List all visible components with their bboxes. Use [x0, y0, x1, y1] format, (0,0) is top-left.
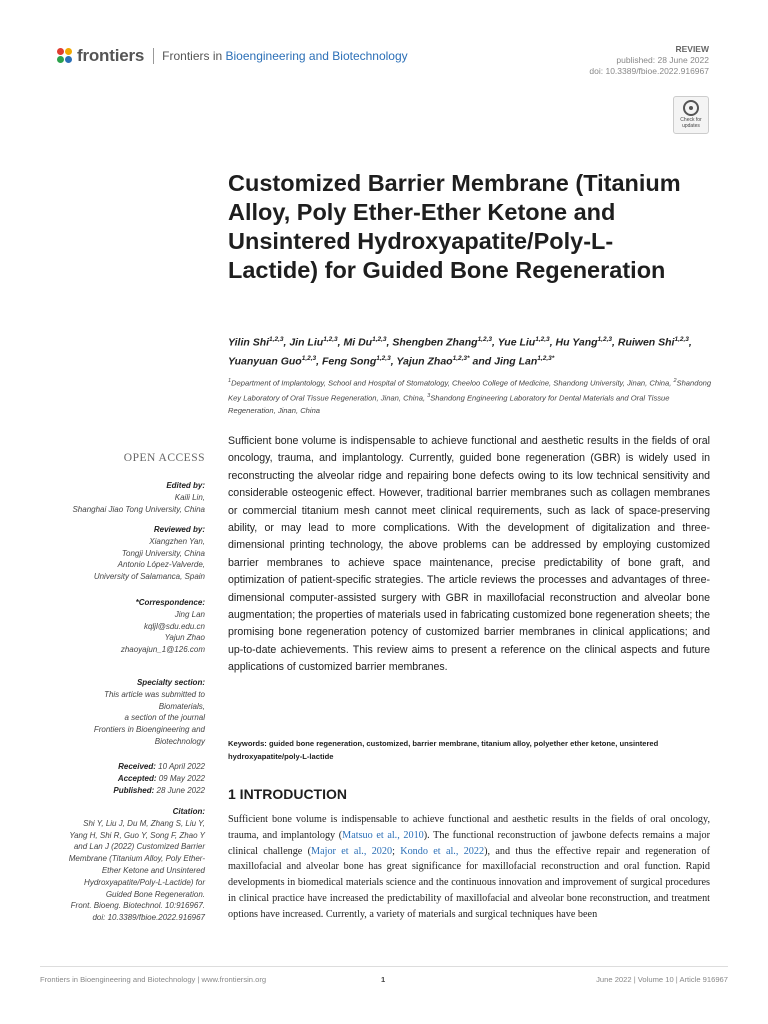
sidebar-edited-by — [40, 480, 205, 515]
author-separator: , — [492, 336, 498, 349]
author-affiliation-sup: 1,2,3 — [597, 336, 613, 343]
author-separator: , — [386, 336, 393, 349]
sidebar-line: Frontiers in Bioengineering and — [93, 725, 205, 735]
keywords-list: guided bone regeneration, customized, barrier membrane, titanium alloy, polyether ether ketone, unsintered hydroxyapatite/poly-L-lactide — [228, 739, 659, 761]
author-name[interactable]: Yilin Shi — [228, 336, 270, 349]
sidebar-line: University of Salamanca, Spain — [93, 572, 205, 582]
sidebar-line: Kaili Lin, — [174, 492, 205, 502]
author-separator: , — [316, 355, 323, 367]
author-separator: , — [688, 336, 692, 349]
specialty-label: Specialty section: — [136, 678, 205, 687]
sidebar-line: Antonio López-Valverde, — [117, 560, 205, 570]
author-separator: , — [612, 336, 618, 349]
footer-divider — [40, 966, 728, 967]
accepted-date: 09 May 2022 — [158, 773, 205, 783]
author-name[interactable]: Hu Yang — [555, 336, 598, 349]
affiliation-2-sup: 2 — [673, 378, 677, 384]
published-date: published: 28 June 2022 — [616, 55, 709, 65]
citation-list — [40, 818, 205, 924]
article-meta — [589, 44, 709, 77]
sidebar-line: a section of the journal — [124, 713, 205, 723]
abstract: Sufficient bone volume is indispensable to achieve functional and aesthetic results in the fields of oral oncology, trauma, and implantology. Currently, guided bone regeneration (GBR) is widely used in reconstructing the alveolar ridge and repairing bone defects owing to its low technical sensitivity and considerable osteogenic effect. However, traditional barrier membranes such as collagen membranes or commercial titanium mesh cannot meet clinical requirements, such as lack of space-preserving ability, or may lead to more complications. With the development of digitalization and three-dimensional printing technology, the above problems can be addressed by employing customized barrier membranes to achieve space maintenance, precise predictability of bone graft, and optimization of patient-specific strategies. The article reviews the processes and advantages of three-dimensional computer-assisted surgery with GBR in maxillofacial reconstruction and alveolar bone augmentation; the properties of materials used in fabricating customized bone regeneration sheets; the promising bone regeneration potency of customized barrier membranes in clinical applications; and up-to-date achievements. This review aims to present a reference on the clinical aspects and future applications of customized barrier membranes. — [228, 435, 710, 674]
author-affiliation-sup: 1,2,3* — [452, 354, 470, 362]
affiliations — [228, 375, 718, 417]
affiliation-2: Shandong Key Laboratory of Oral Tissue Regeneration, Jinan, China, — [228, 378, 712, 403]
reviewed-by-list — [40, 536, 205, 583]
author-separator: and — [469, 355, 495, 367]
accepted-label: Accepted: — [117, 773, 157, 783]
author-name[interactable]: Yue Liu — [497, 336, 536, 349]
author-name[interactable]: Shengben Zhang — [392, 336, 478, 349]
author-separator: , — [283, 336, 290, 349]
sidebar-dates — [40, 761, 205, 796]
sidebar-line: Shi Y, Liu J, Du M, Zhang S, Liu Y, — [83, 818, 205, 828]
journal-prefix: Frontiers in — [162, 49, 226, 63]
correspondence-label: *Correspondence: — [135, 598, 205, 607]
intro-text-2: ). The functional reconstruction of jawbone defects remains a major clinical challenge ( — [228, 829, 710, 857]
sidebar-line: doi: 10.3389/fbioe.2022.916967 — [92, 913, 205, 923]
author-name[interactable]: Feng Song — [322, 355, 377, 367]
author-affiliation-sup: 1,2,3 — [674, 336, 689, 343]
sidebar-line: Guided Bone Regeneration. — [105, 889, 205, 899]
sidebar-line: Hydroxyapatite/Poly-L-Lactide) for — [84, 877, 205, 887]
affiliation-3-sup: 3 — [427, 392, 431, 399]
sidebar-specialty — [40, 677, 205, 748]
sidebar-line: Biomaterials, — [158, 701, 205, 711]
sidebar-line: Front. Bioeng. Biotechnol. 10:916967. — [70, 901, 205, 911]
check-for-updates-label: Check for updates — [680, 117, 702, 129]
author-separator: , — [337, 336, 344, 349]
sidebar-line: Jing Lan — [174, 609, 205, 619]
author-name[interactable]: Jin Liu — [289, 336, 324, 349]
author-affiliation-sup: 1,2,3 — [477, 336, 493, 343]
section-heading-introduction: 1 INTRODUCTION — [228, 786, 347, 802]
journal-name[interactable] — [162, 49, 408, 63]
crossmark-icon — [683, 100, 699, 116]
author-name[interactable]: Yajun Zhao — [396, 355, 453, 367]
sidebar-line: Shanghai Jiao Tong University, China — [72, 504, 205, 514]
footer-journal[interactable]: Frontiers in Bioengineering and Biotechnology | www.frontiersin.org — [40, 975, 267, 984]
author-name[interactable]: Jing Lan — [494, 355, 538, 367]
sidebar-line: and Lan J (2022) Customized Barrier — [73, 842, 205, 852]
sidebar-line: Yajun Zhao — [164, 633, 205, 643]
received-label: Received: — [118, 762, 156, 771]
affiliation-1: Department of Implantology, School and Hospital of Stomatology, Cheeloo College of Medicine, Shandong University, Jinan, China, — [231, 378, 674, 388]
received-date: 10 April 2022 — [158, 762, 205, 771]
sidebar-line: Ether Ketone and Unsintered — [101, 865, 205, 875]
sidebar-line: Yang H, Shi R, Guo Y, Song F, Zhao Y — [69, 830, 205, 840]
author-separator: , — [549, 336, 556, 349]
article-doi[interactable]: doi: 10.3389/fbioe.2022.916967 — [589, 66, 709, 76]
sidebar-correspondence — [40, 597, 205, 656]
edited-by-label: Edited by: — [166, 481, 205, 490]
sidebar-line: Membrane (Titanium Alloy, Poly Ether- — [68, 854, 205, 864]
keywords-label: Keywords: — [228, 739, 267, 748]
article-type: REVIEW — [675, 44, 709, 54]
citation-label: Citation: — [172, 807, 205, 816]
published-date-sidebar: 28 June 2022 — [156, 785, 205, 795]
sidebar-line: Xiangzhen Yan, — [149, 536, 205, 546]
citation-link-major[interactable]: Major et al., 2020 — [311, 845, 393, 857]
intro-text-4: ), and thus the effective repair and regeneration of maxillofacial and alveolar bone has great significance for maxillofacial reconstruction and oral function. Rapid developments in biomedical materials science and the continuous innovation and improvement of surgical procedures in clinical practice have increased the predictability of maxillofacial and alveolar bone reconstruction, and treatment options have increased. Currently, a variety of materials and surgical techniques have been — [228, 845, 711, 920]
author-affiliation-sup: 1,2,3* — [537, 354, 555, 362]
author-list — [228, 332, 718, 369]
citation-link-kondo[interactable]: Kondo et al., 2022 — [400, 845, 485, 857]
edited-by-list — [40, 492, 205, 516]
intro-text-1: Sufficient bone volume is indispensable to achieve functional and aesthetic results in the fields of oral oncology, trauma, and implantology ( — [228, 814, 710, 841]
page-number: 1 — [381, 975, 386, 984]
specialty-list — [40, 689, 205, 748]
citation-link-matsuo[interactable]: Matsuo et al., 2010 — [342, 829, 424, 841]
correspondence-list[interactable] — [40, 609, 205, 656]
introduction-paragraph — [228, 812, 710, 923]
author-separator: , — [390, 355, 397, 367]
affiliation-3: Shandong Engineering Laboratory for Dental Materials and Oral Tissue Regeneration, Jinan, China — [228, 393, 670, 416]
check-for-updates-button[interactable] — [673, 96, 709, 134]
sidebar-line: This article was submitted to — [104, 689, 205, 699]
frontiers-logo-icon — [57, 48, 73, 64]
article-title: Customized Barrier Membrane (Titanium Alloy, Poly Ether-Ether Ketone and Unsintered Hydroxyapatite/Poly-L-Lactide) for Guided Bone Regeneration — [228, 170, 681, 283]
author-affiliation-sup: 1,2,3 — [535, 336, 550, 343]
author-affiliation-sup: 1,2,3 — [323, 336, 338, 343]
author-affiliation-sup: 1,2,3 — [301, 354, 317, 362]
footer-volume: June 2022 | Volume 10 | Article 916967 — [596, 975, 728, 984]
publisher-logo-text: frontiers — [77, 46, 145, 65]
author-affiliation-sup: 1,2,3 — [372, 336, 387, 343]
keywords — [228, 737, 710, 763]
header-divider — [153, 48, 154, 64]
author-affiliation-sup: 1,2,3 — [376, 354, 391, 362]
author-name[interactable]: Yuanyuan Guo — [228, 355, 302, 367]
author-name[interactable]: Mi Du — [343, 336, 373, 349]
sidebar-reviewed-by — [40, 524, 205, 583]
published-label: Published: — [113, 785, 155, 795]
sidebar-line: Biotechnology — [154, 736, 205, 746]
journal-header — [57, 46, 408, 66]
author-name[interactable]: Ruiwen Shi — [617, 336, 675, 349]
sidebar-citation — [40, 806, 205, 924]
journal-title: Bioengineering and Biotechnology — [225, 49, 408, 63]
author-affiliation-sup: 1,2,3 — [269, 336, 284, 343]
open-access-label: OPEN ACCESS — [123, 452, 205, 464]
sidebar-line: kqljl@sdu.edu.cn — [143, 621, 205, 631]
sidebar-line: Tongji University, China — [121, 548, 205, 558]
sidebar-line: zhaoyajun_1@126.com — [120, 645, 205, 655]
intro-text-3: ; — [392, 845, 401, 857]
reviewed-by-label: Reviewed by: — [153, 525, 205, 534]
affiliation-1-sup: 1 — [228, 378, 232, 384]
